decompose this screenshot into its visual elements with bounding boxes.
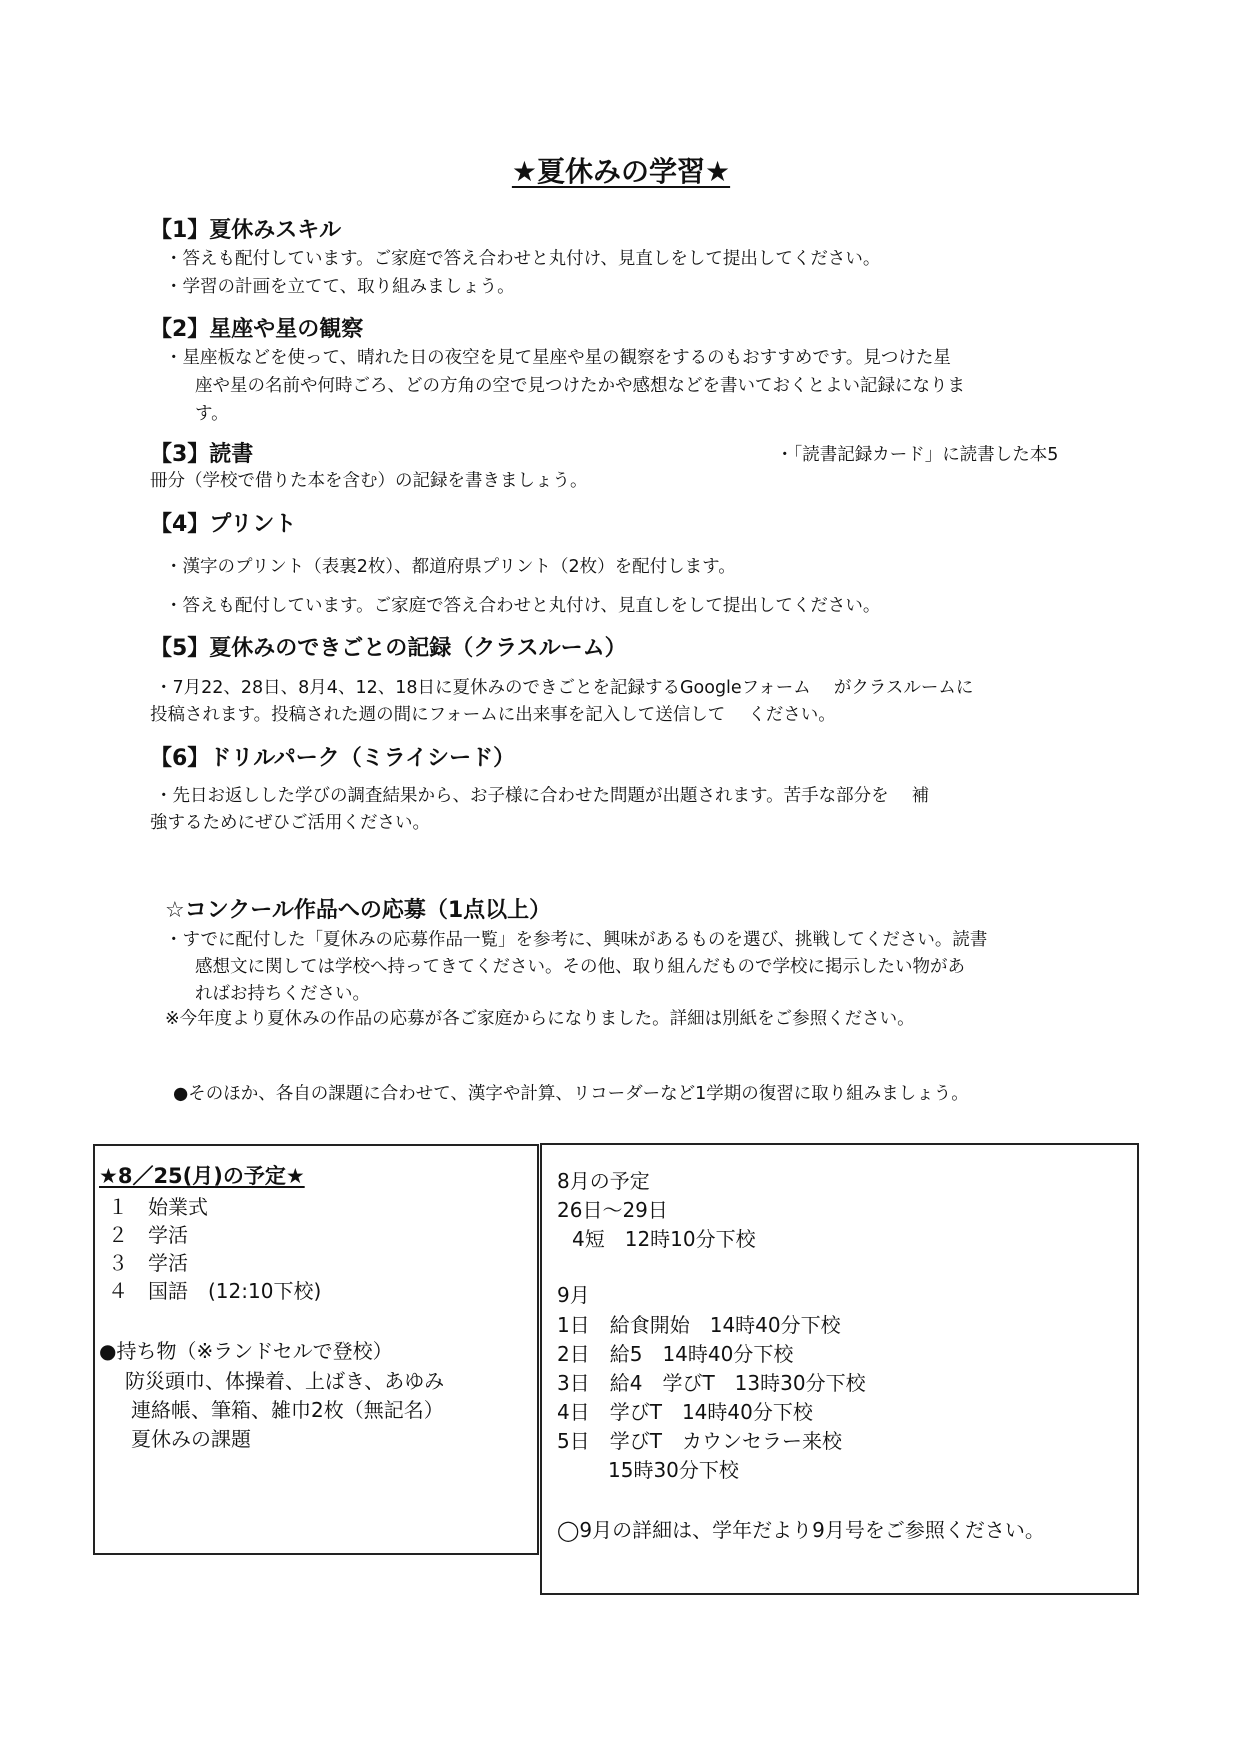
august-heading: 8月の予定 bbox=[557, 1169, 650, 1193]
section-3-right-text: ・「読書記録カード」に読書した本5 bbox=[776, 445, 1059, 465]
section-2-line-3: す。 bbox=[195, 404, 229, 424]
schedule-box-aug-sep bbox=[540, 1143, 1139, 1595]
september-line: 1日 給食開始 14時40分下校 bbox=[557, 1313, 841, 1337]
contest-note: ※今年度より夏休みの作品の応募が各ご家庭からになりました。詳細は別紙をご参照ください。 bbox=[165, 1009, 915, 1029]
september-heading: 9月 bbox=[557, 1283, 590, 1307]
section-6-heading: 【6】ドリルパーク（ミライシード） bbox=[150, 746, 516, 771]
schedule-825-heading: ★8／25(月)の予定★ bbox=[99, 1164, 305, 1188]
section-3-heading: 【3】読書 bbox=[150, 442, 254, 467]
august-line: 4短 12時10分下校 bbox=[572, 1227, 756, 1251]
schedule-item: ３ 学活 bbox=[108, 1251, 188, 1275]
schedule-item: ４ 国語 (12:10下校) bbox=[108, 1279, 322, 1303]
section-1-heading: 【1】夏休みスキル bbox=[150, 218, 342, 243]
section-4-heading: 【4】プリント bbox=[150, 512, 297, 537]
section-6-line-2: 強するためにぜひご活用ください。 bbox=[150, 813, 430, 833]
belongings-item: 連絡帳、筆箱、雑巾2枚（無記名） bbox=[131, 1398, 444, 1422]
september-line: 2日 給5 14時40分下校 bbox=[557, 1342, 794, 1366]
contest-line-2: 感想文に関しては学校へ持ってきてください。その他、取り組んだもので学校に掲示したい物があ bbox=[195, 957, 965, 977]
section-5-heading: 【5】夏休みのできごとの記録（クラスルーム） bbox=[150, 636, 627, 661]
contest-line-1: ・すでに配付した「夏休みの応募作品一覧」を参考に、興味があるものを選び、挑戦してください。読書 bbox=[165, 930, 988, 950]
section-5-line-1: ・7月22、28日、8月4、12、18日に夏休みのできごとを記録するGoogleフォーム がクラスルームに bbox=[155, 678, 974, 698]
section-1-line-1: ・答えも配付しています。ご家庭で答え合わせと丸付け、見直しをして提出してください。 bbox=[165, 249, 881, 269]
schedule-item: ２ 学活 bbox=[108, 1223, 188, 1247]
contest-line-3: ればお持ちください。 bbox=[195, 984, 370, 1004]
september-line: 5日 学びT カウンセラー来校 bbox=[557, 1429, 842, 1453]
september-line: 4日 学びT 14時40分下校 bbox=[557, 1400, 813, 1424]
section-2-line-1: ・星座板などを使って、晴れた日の夜空を見て星座や星の観察をするのもおすすめです。見つけた星 bbox=[165, 348, 951, 368]
belongings-item: 防災頭巾、体操着、上ばき、あゆみ bbox=[125, 1369, 445, 1393]
section-4-line-1: ・漢字のプリント（表裏2枚）、都道府県プリント（2枚）を配付します。 bbox=[165, 557, 736, 577]
page-title: ★夏休みの学習★ bbox=[511, 155, 731, 188]
belongings-heading: ●持ち物（※ランドセルで登校） bbox=[99, 1339, 393, 1363]
september-note: ◯9月の詳細は、学年だより9月号をご参照ください。 bbox=[557, 1518, 1045, 1542]
section-6-line-1: ・先日お返しした学びの調査結果から、お子様に合わせた問題が出題されます。苦手な部分を 補 bbox=[155, 786, 930, 806]
september-line: 15時30分下校 bbox=[608, 1458, 739, 1482]
contest-heading: ☆コンクール作品への応募（1点以上） bbox=[165, 898, 552, 923]
schedule-item: １ 始業式 bbox=[108, 1195, 208, 1219]
other-note: ●そのほか、各自の課題に合わせて、漢字や計算、リコーダーなど1学期の復習に取り組みましょう。 bbox=[173, 1084, 969, 1104]
september-line: 3日 給4 学びT 13時30分下校 bbox=[557, 1371, 866, 1395]
section-2-heading: 【2】星座や星の観察 bbox=[150, 317, 364, 342]
august-line: 26日～29日 bbox=[557, 1198, 668, 1222]
section-3-line: 冊分（学校で借りた本を含む）の記録を書きましょう。 bbox=[150, 471, 588, 491]
section-2-line-2: 座や星の名前や何時ごろ、どの方角の空で見つけたかや感想などを書いておくとよい記録になりま bbox=[195, 376, 965, 396]
section-4-line-2: ・答えも配付しています。ご家庭で答え合わせと丸付け、見直しをして提出してください。 bbox=[165, 596, 881, 616]
schedule-box-825 bbox=[93, 1144, 539, 1555]
section-1-line-2: ・学習の計画を立てて、取り組みましょう。 bbox=[165, 277, 515, 297]
section-5-line-2: 投稿されます。投稿された週の間にフォームに出来事を記入して送信して ください。 bbox=[150, 705, 836, 725]
belongings-item: 夏休みの課題 bbox=[131, 1427, 251, 1451]
